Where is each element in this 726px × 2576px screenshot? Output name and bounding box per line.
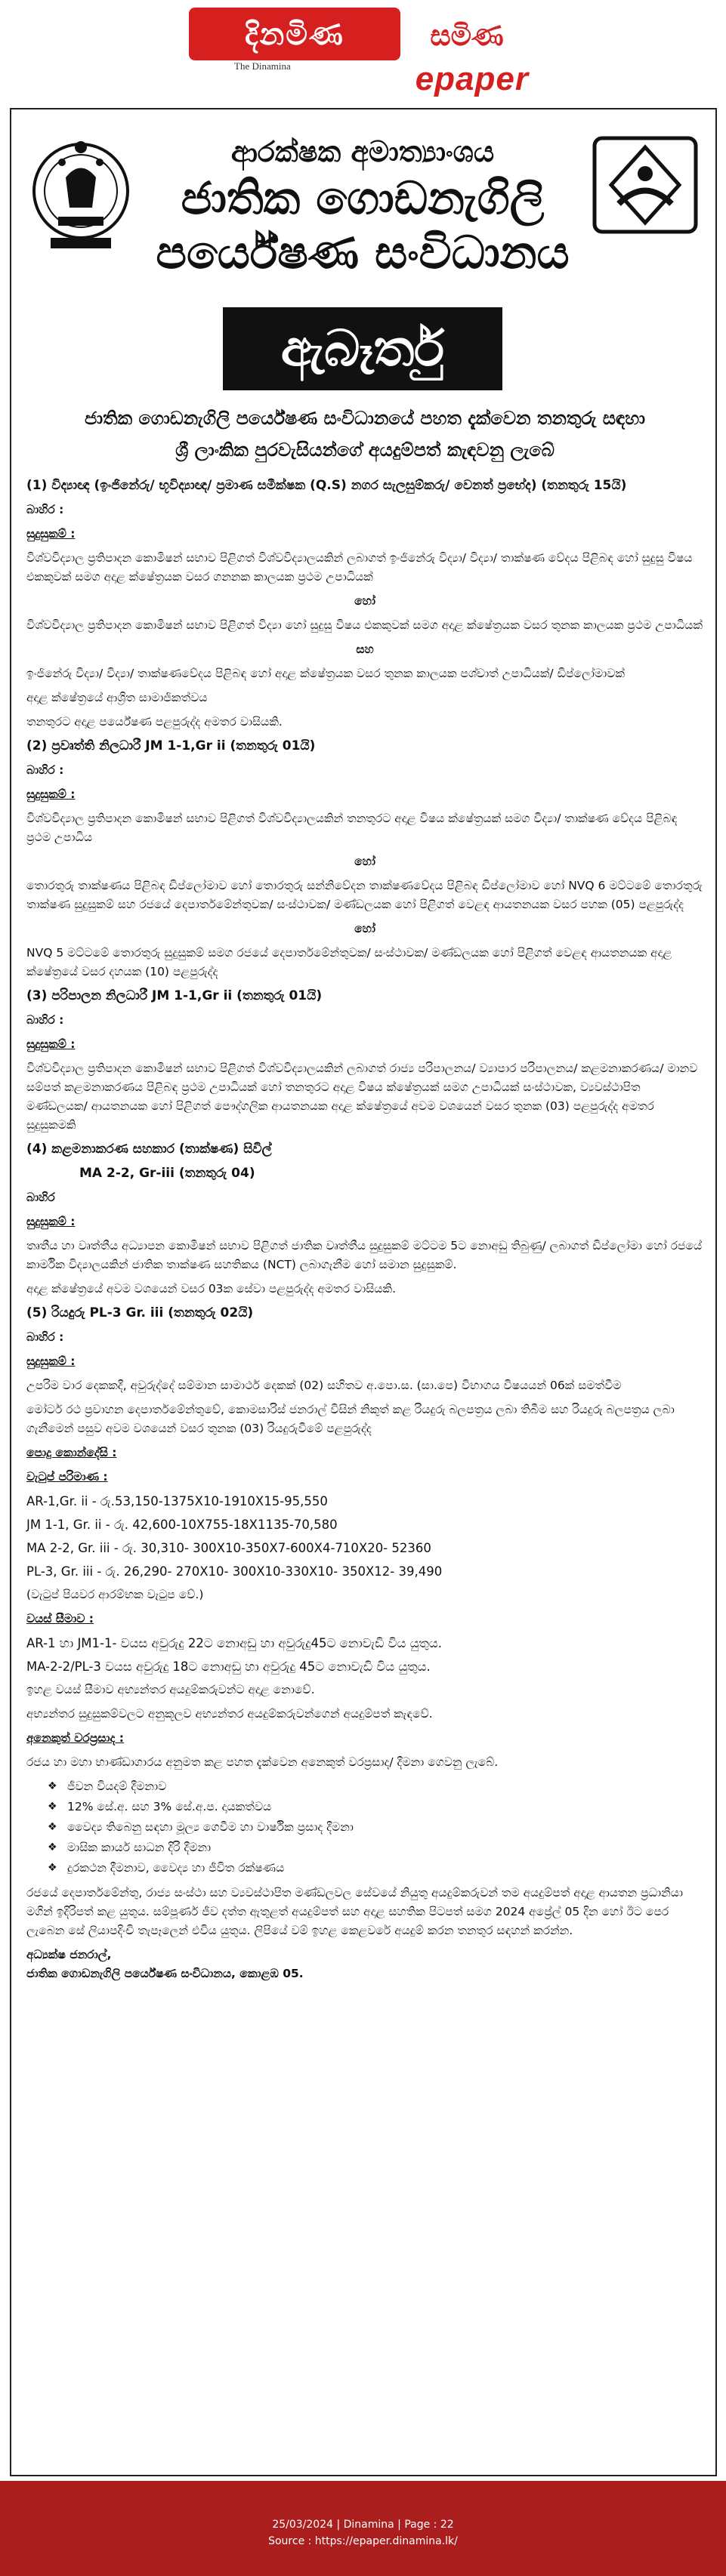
vacancy-headline: [34, 402, 696, 466]
section-5-qualification-2: මෝටර් රථ ප්‍රවාහන දෙපාර්තමේන්තුවේ, කොමසාරිස් ජනරාල් විසින් නිකුත් කළ රියදුරු බලපත්‍රය ලබා තිබීම සහ රියදුරු බලපත්‍රය ලබා ගැනීමෙන් පසුව අවම වශයෙන් වසර තුනක (03) රියදුරුවීමේ පළපුරුද්ද: [26, 1403, 675, 1435]
section-5-qualification-1: උපරිම වාර දෙකකදී, අවුරුද්දේ සම්මාන සාමාර්ථ දෙකක් (02) සහිතව අ.පො.ස. (සා.පෙ) විභාගය විෂයයන් 06ක් සමත්වීම: [26, 1379, 622, 1392]
benefits-intro: රජය හා මහා භාණ්ඩාගාරය අනුමත කළ පහත දැක්වෙන අනෙකුත් වරප්‍රසාද/ දීමනා ගෙවනු ලැබේ.: [26, 1755, 499, 1769]
section-5-external: බාහිර :: [26, 1330, 64, 1344]
dinamina-logo: [189, 8, 536, 97]
section-3-external: බාහිර :: [26, 1013, 64, 1027]
section-1-title: (1) විද්‍යාඥ (ඉංජිනේරු/ භූවිද්‍යාඥ/ ප්‍රමාණ සමීක්ෂක (Q.S) නගර සැලසුම්කරු/ වෙනත් ප්‍රභේද) (තනතුරු 15යි): [26, 478, 627, 493]
age-limit-2: MA-2-2/PL-3 වයස අවුරුදු 18ට නොඅඩු හා අවුරුදු 45ට නොවැඩි විය යුතුය.: [26, 1659, 431, 1674]
vacancies-banner: ඇබෑර්තු: [223, 307, 502, 390]
section-2-qualification-1: විශ්වවිද්‍යාල ප්‍රතිපාදන කොමිෂන් සභාව පිළිගත් විශ්වවිද්‍යාලයකින් තනතුරට අදාළ විෂය ක්ෂේත්‍රයක් සමග විද්‍යා/ තාක්ෂණ වේදය පිළිබඳ ප්‍රථම උපාධිය: [26, 812, 678, 844]
section-3-qualifications-label: සුදුසුකම් :: [26, 1037, 76, 1051]
benefit-item: ❖ 12% සේ.අ. සහ 3% සේ.අ.ප. දායකත්වය: [48, 1798, 703, 1816]
epaper-footer: [0, 2481, 726, 2576]
section-4-qualifications-label: සුදුසුකම් :: [26, 1215, 76, 1228]
salary-scale-title: වැටුප් පරිමාණ :: [26, 1470, 108, 1484]
vacancy-advertisement: [10, 108, 717, 2476]
salary-scale-pl3: PL-3, Gr. iii - රු. 26,290- 270X10- 300X10-330X10- 350X12- 39,490: [26, 1564, 443, 1579]
application-instructions: රජයේ දෙපාර්තමේන්තු, රාජ්‍ය සංස්ථා සහ ව්‍යවස්ථාපිත මණ්ඩලවල සේවයේ නියුතු අයදුම්කරුවන් තම අයදුම්පත් අදාළ ආයතන ප්‍රධානියා මගින් ඉදිරිපත් කළ යුතුය. සම්පූර්ණ ජීව දත්ත ඇතුළත් අයදුම්පත් සහ අදාළ සහතික පිටපත් සමග 2024 අප්‍රේල් 05 දින හෝ ඊට පෙර ලැබෙන සේ ලියාපදිංචි තැපෑලෙන් එවිය යුතුය. ලිපියේ වම් ඉහළ කෙළවරේ අයදුම් කරන තනතුර සඳහන් කරන්න.: [26, 1886, 683, 1937]
age-limit-3: ඉහළ වයස් සීමාව අභ්‍යන්තර අයදුම්කරුවන්ට අදාළ නොවේ.: [26, 1683, 315, 1696]
section-5-qualifications-label: සුදුසුකම් :: [26, 1354, 76, 1368]
section-1-qualification-3: ඉංජිනේරු විද්‍යා/ විද්‍යා/ තාක්ෂණවේදය පිළිබඳ හෝ අදාළ ක්ෂේත්‍රයක වසර තුනක කාලයක පශ්චාත් උපාධියක්/ ඩිප්ලෝමාවක්: [26, 667, 626, 680]
section-1-qualifications-label: සුදුසුකම් :: [26, 527, 76, 541]
section-1-or: හෝ: [354, 594, 375, 608]
masthead-subtitle: The Dinamina: [234, 60, 291, 72]
section-1-external: බාහිර :: [26, 503, 64, 516]
nbro-logo-icon: [589, 132, 702, 238]
ministry-name: ආරක්ෂක අමාත්‍යාංශය: [230, 135, 495, 168]
section-5-title: (5) රියදුරු PL-3 Gr. iii (තනතුරු 02යි): [26, 1305, 254, 1320]
salary-scale-ma22: MA 2-2, Gr. iii - රු. 30,310- 300X10-350X7-600X4-710X20- 52360: [26, 1541, 431, 1555]
benefit-item: ❖ වෛද්‍ය තිබෙනු සඳහා මූල්‍ය ගෙවීම හා වාර්ෂික ප්‍රසාද දීමනා: [48, 1818, 703, 1837]
salary-scale-ar1: AR-1,Gr. ii - රු.53,150-1375X10-1910X15-95,550: [26, 1494, 328, 1508]
section-1-qualification-1: විශ්වවිද්‍යාල ප්‍රතිපාදන කොමිෂන් සභාව පිළිගත් විශ්වවිද්‍යාලයකින් ලබාගත් ඉංජිනේරු විද්‍යා/ විද්‍යා/ තාක්ෂණ වේදය පිළිබඳ හෝ සුදුසු විෂය එකකුවක් සමග අදාළ ක්ෂේත්‍රයක වසර ගනනක කාලයක ප්‍රථම උපාධියක්: [26, 551, 693, 584]
salary-scale-jm11: JM 1-1, Gr. ii - රු. 42,600-10X755-18X1135-70,580: [26, 1518, 338, 1532]
newspaper-masthead: [0, 0, 726, 104]
section-4-title: (4) කළමනාකරණ සහකාර (තාක්ෂණ) සිවිල්: [26, 1142, 272, 1157]
age-limit-title: වයස් සීමාව :: [26, 1612, 94, 1625]
section-1-and: සහ: [356, 642, 374, 656]
age-limit-4: අභ්‍යන්තර සුදුසුකම්වලට අනුකූලව අභ්‍යන්තර අයදුම්කරුවන්ගෙන් අයදුම්පත් කැඳවේ.: [26, 1707, 433, 1721]
section-4-qualification-1: තෘතීය හා වෘත්තීය අධ්‍යාපන කොමිෂන් සභාව පිළිගත් ජාතික වෘත්තීය සුදුසුකම් මට්ටම 5ට නොඅඩු තිබුණු/ ලබාගත් ඩිප්ලෝමා හෝ රජයේ කාර්මික විද්‍යාලයකින් ජාතික තාක්ෂණ සහතිකය (NCT) ලබාගැනීම හෝ සමාන සුදුසුකම්.: [26, 1239, 703, 1271]
signatory-institution: ජාතික ගොඩනැගිලි පර්යේෂණ සංවිධානය, කොළඹ 05.: [26, 1967, 304, 1980]
masthead-brand-secondary: සමිණ: [430, 18, 504, 52]
age-limit-1: AR-1 හා JM1-1- වයස අවුරුදු 22ට නොඅඩු හා අවුරුදු45ට නොවැඩි විය යුතුය.: [26, 1636, 442, 1650]
benefits-list: [26, 1777, 703, 1878]
headline-line1: ජාතික ගොඩනැගිලි පර්යේෂණ සංවිධානයේ පහත දැක්වෙන තනතුරු සඳහා: [84, 408, 646, 429]
footer-date-page: 25/03/2024 | Dinamina | Page : 22: [272, 2519, 454, 2531]
masthead-epaper: epaper: [415, 60, 529, 97]
section-2-or-1: හෝ: [354, 855, 375, 868]
section-3-title: (3) පරිපාලන නිලධාරී JM 1-1,Gr ii (තනතුරු 01යි): [26, 988, 323, 1003]
institution-title: [147, 132, 578, 280]
section-1-qualification-4: අදාළ ක්ෂේත්‍රයේ ආශ්‍රිත සාමාජිකත්වය: [26, 691, 208, 704]
section-4-external: බාහිර: [26, 1191, 55, 1204]
benefit-item: ❖ මාසික කාර්ය සාධන දිරි දීමනා: [48, 1838, 703, 1857]
benefit-item: ❖ දුරකථන දීමනාව, වෛද්‍ය හා ජීවිත රක්ෂණය: [48, 1859, 703, 1878]
section-3-qualification-1: විශ්වවිද්‍යාල ප්‍රතිපාදන කොමිෂන් සභාව පිළිගත් විශ්වවිද්‍යාලයකින් ලබාගත් රාජ්‍ය පරිපාලනය/ ව්‍යාපාර පරිපාලනය/ කළමනාකරණය/ මානව සම්පත් කළමනාකරණය පිළිබඳ ප්‍රථම උපාධියක් හෝ තනතුරට අදාළ විෂය ක්ෂේත්‍රයක් සමග උපාධියක් සංස්ථාවක, ව්‍යවස්ථාපිත මණ්ඩලයක/ ආයතනයක හෝ පිළිගත් පෞද්ගලික ආයතනයක අදාළ ක්ෂේත්‍රයේ අවම වශයෙන් වසර තුනක (03) පළපුරුද්ද අමතර සුදුසුකමකි: [26, 1062, 698, 1132]
benefits-title: අනෙකුත් වරප්‍රසාද :: [26, 1731, 124, 1745]
institute-name-line2: පර්යේෂණ සංවිධානය: [156, 226, 570, 279]
sri-lanka-emblem-icon: [28, 132, 134, 253]
section-2-title: (2) ප්‍රවෘත්ති නිලධාරී JM 1-1,Gr ii (තනතුරු 01යි): [26, 738, 316, 753]
section-2-external: බාහිර :: [26, 763, 64, 777]
headline-line2: ශ්‍රී ලාංකික පුරවැසියන්ගේ අයදුම්පත් කැඳවනු ලැබේ: [175, 439, 555, 461]
section-4-grade: MA 2-2, Gr-iii (තනතුරු 04): [79, 1166, 255, 1181]
section-2-or-2: හෝ: [354, 922, 375, 935]
section-2-qualification-2: තොරතුරු තාක්ෂණය පිළිබඳ ඩිප්ලෝමාව හෝ තොරතුරු සන්නිවේදන තාක්ෂණවේදය පිළිබඳ ඩිප්ලෝමාව හෝ NVQ 6 මට්ටමේ තොරතුරු තාක්ෂණ සුදුසුකම් සහ රජයේ දෙපාර්තමේන්තුවක/ සංස්ථාවක/ මණ්ඩලයක හෝ පිළිගත් වෙළඳ ආයතනයක වසර පහක (05) පළපුරුද්ද: [26, 879, 703, 911]
section-1-qualification-5: තනතුරට අදාළ පර්යේෂණ පළපුරුද්ද අමතර වාසියකි.: [26, 715, 283, 729]
section-2-qualification-3: NVQ 5 මට්ටමේ තොරතුරු සුදුසුකම් සමග රජයේ දෙපාර්තමේන්තුවක/ සංස්ථාවක/ මණ්ඩලයක හෝ පිළිගත් වෙළඳ ආයතනයක අදාළ ක්ෂේත්‍රයේ වසර දහයක (10) පළපුරුද්ද: [26, 946, 672, 978]
salary-note: (වැටුප් පියවර ආරම්භක වැටුප වේ.): [26, 1588, 204, 1601]
section-2-qualifications-label: සුදුසුකම් :: [26, 787, 76, 801]
section-1-qualification-2: විශ්වවිද්‍යාල ප්‍රතිපාදන කොමිෂන් සභාව පිළිගත් විද්‍යා හෝ සුදුසු විෂය එකකුවක් සමග අදාළ ක්ෂේත්‍රයක වසර තුනක කාලයක ප්‍රථම උපාධියක්: [26, 618, 703, 632]
masthead-brand-primary: දිනමිණ: [189, 8, 400, 60]
section-4-qualification-2: අදාළ ක්ෂේත්‍රයේ අවම වශයෙන් වසර 03ක සේවා පළපුරුද්ද අමතර වාසියකි.: [26, 1282, 396, 1296]
signatory-title: අධ්‍යක්ෂ ජනරාල්,: [26, 1948, 112, 1961]
institute-name-line1: ජාතික ගොඩනැගිලි: [181, 172, 545, 225]
footer-source-link[interactable]: Source : https://epaper.dinamina.lk/: [268, 2535, 458, 2547]
benefit-item: ❖ ජීවන වියදම් දීමනාව: [48, 1777, 703, 1796]
advertisement-body: [26, 472, 703, 1983]
general-conditions-title: පොදු කොන්දේසි :: [26, 1446, 117, 1459]
